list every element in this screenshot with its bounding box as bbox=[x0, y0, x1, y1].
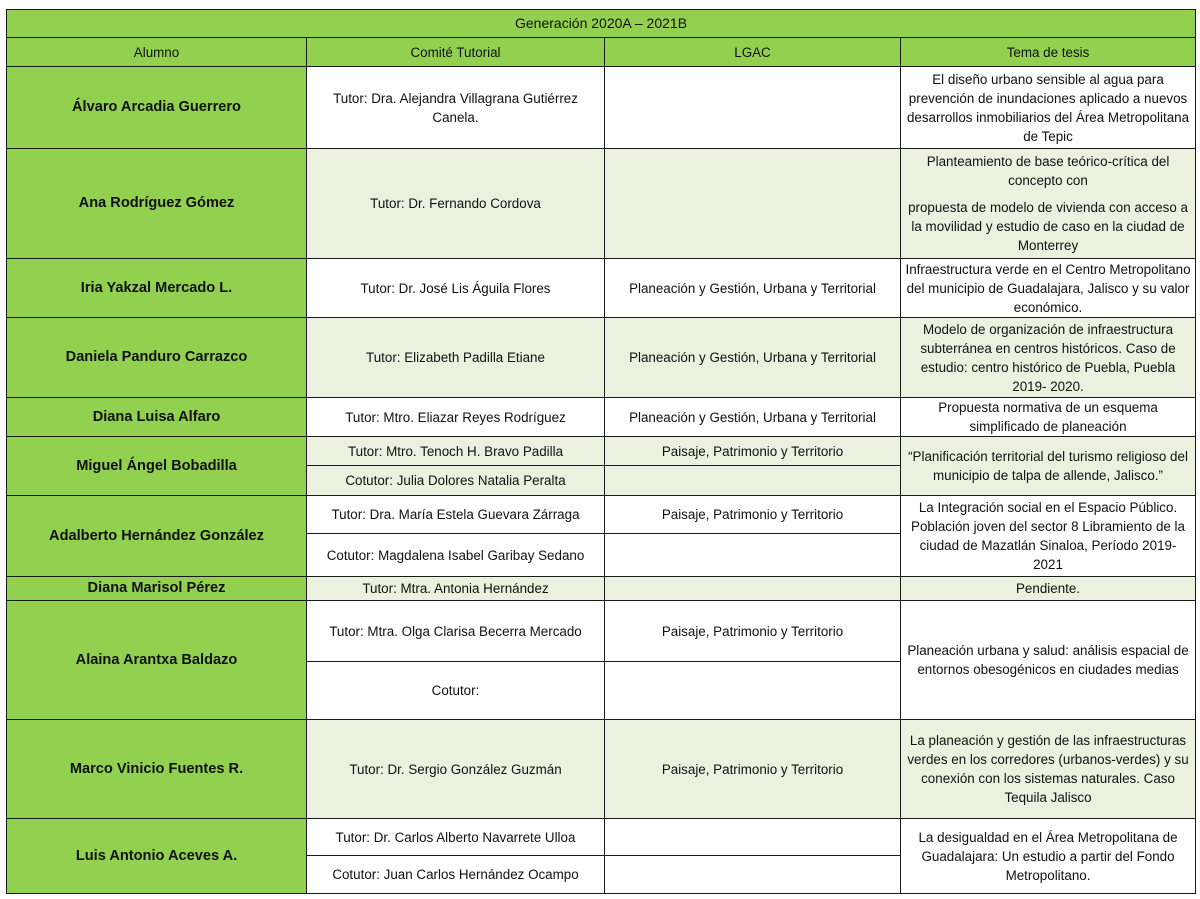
table-row bbox=[7, 149, 1196, 259]
tema-cell: Pendiente. bbox=[901, 577, 1196, 601]
table-row bbox=[7, 437, 1196, 466]
student-name: Marco Vinicio Fuentes R. bbox=[7, 720, 307, 819]
committee-cell: Cotutor: Juan Carlos Hernández Ocampo bbox=[307, 856, 605, 894]
lgac-cell bbox=[605, 577, 901, 601]
tema-cell: Planeación urbana y salud: análisis espacial de entornos obesogénicos en ciudades medias bbox=[901, 601, 1196, 720]
table-row bbox=[7, 318, 1196, 398]
tema-line-2: propuesta de modelo de vivienda con acceso a la movilidad y estudio de caso en la ciudad de Monterrey bbox=[908, 200, 1188, 253]
tema-line-1: Planteamiento de base teórico-crítica del concepto con bbox=[926, 154, 1170, 188]
student-name: Diana Marisol Pérez bbox=[7, 577, 307, 601]
table-row bbox=[7, 259, 1196, 318]
committee-cell: Tutor: Mtro. Tenoch H. Bravo Padilla bbox=[307, 437, 605, 466]
committee-cell: Tutor: Dr. José Lis Águila Flores bbox=[307, 259, 605, 318]
lgac-cell: Paisaje, Patrimonio y Territorio bbox=[605, 601, 901, 662]
header-alumno: Alumno bbox=[7, 38, 307, 67]
lgac-cell bbox=[605, 819, 901, 856]
lgac-cell: Planeación y Gestión, Urbana y Territorial bbox=[605, 318, 901, 398]
lgac-cell: Paisaje, Patrimonio y Territorio bbox=[605, 720, 901, 819]
table-row bbox=[7, 398, 1196, 437]
lgac-cell bbox=[605, 856, 901, 894]
student-name: Daniela Panduro Carrazco bbox=[7, 318, 307, 398]
lgac-cell bbox=[605, 466, 901, 496]
lgac-cell: Planeación y Gestión, Urbana y Territorial bbox=[605, 398, 901, 437]
table-row bbox=[7, 577, 1196, 601]
committee-cell: Cotutor: bbox=[307, 662, 605, 720]
tema-cell: La desigualdad en el Área Metropolitana de Guadalajara: Un estudio a partir del Fondo Metropolitano. bbox=[901, 819, 1196, 894]
tema-cell bbox=[901, 149, 1196, 259]
committee-cell: Tutor: Mtra. Olga Clarisa Becerra Mercado bbox=[307, 601, 605, 662]
tema-cell: El diseño urbano sensible al agua para prevención de inundaciones aplicado a nuevos desarrollos inmobiliarios del Área Metropolitana de Tepic bbox=[901, 67, 1196, 149]
committee-cell: Tutor: Elizabeth Padilla Etiane bbox=[307, 318, 605, 398]
lgac-cell: Planeación y Gestión, Urbana y Territorial bbox=[605, 259, 901, 318]
table-row bbox=[7, 601, 1196, 662]
tema-cell: Modelo de organización de infraestructura subterránea en centros históricos. Caso de estudio: centro histórico de Puebla, Puebla 2019- 2020. bbox=[901, 318, 1196, 398]
tema-cell: La planeación y gestión de las infraestructuras verdes en los corredores (urbanos-verdes) y su conexión con los sistemas naturales. Caso Tequila Jalisco bbox=[901, 720, 1196, 819]
student-name: Adalberto Hernández González bbox=[7, 496, 307, 577]
committee-cell: Tutor: Dr. Fernando Cordova bbox=[307, 149, 605, 259]
tema-cell: Infraestructura verde en el Centro Metropolitano del municipio de Guadalajara, Jalisco y su valor económico. bbox=[901, 259, 1196, 318]
student-name: Ana Rodríguez Gómez bbox=[7, 149, 307, 259]
header-tema-de-tesis: Tema de tesis bbox=[901, 38, 1196, 67]
table-row bbox=[7, 819, 1196, 856]
committee-cell: Tutor: Dra. María Estela Guevara Zárraga bbox=[307, 496, 605, 534]
student-name: Diana Luisa Alfaro bbox=[7, 398, 307, 437]
committee-cell: Tutor: Dr. Sergio González Guzmán bbox=[307, 720, 605, 819]
table-row bbox=[7, 496, 1196, 534]
lgac-cell: Paisaje, Patrimonio y Territorio bbox=[605, 437, 901, 466]
committee-cell: Tutor: Mtro. Eliazar Reyes Rodríguez bbox=[307, 398, 605, 437]
student-name: Luis Antonio Aceves A. bbox=[7, 819, 307, 894]
committee-cell: Tutor: Mtra. Antonia Hernández bbox=[307, 577, 605, 601]
student-name: Miguel Ángel Bobadilla bbox=[7, 437, 307, 496]
header-comite-tutorial: Comité Tutorial bbox=[307, 38, 605, 67]
lgac-cell bbox=[605, 534, 901, 577]
committee-cell: Tutor: Dra. Alejandra Villagrana Gutiérrez Canela. bbox=[307, 67, 605, 149]
student-name: Iria Yakzal Mercado L. bbox=[7, 259, 307, 318]
committee-cell: Cotutor: Julia Dolores Natalia Peralta bbox=[307, 466, 605, 496]
tema-cell: La Integración social en el Espacio Público. Población joven del sector 8 Libramiento de la ciudad de Mazatlán Sinaloa, Período 2019-2021 bbox=[901, 496, 1196, 577]
header-lgac: LGAC bbox=[605, 38, 901, 67]
committee-cell: Cotutor: Magdalena Isabel Garibay Sedano bbox=[307, 534, 605, 577]
table-title: Generación 2020A – 2021B bbox=[7, 10, 1196, 38]
table-row bbox=[7, 720, 1196, 819]
generation-table bbox=[6, 9, 1196, 894]
lgac-cell bbox=[605, 67, 901, 149]
student-name: Alaina Arantxa Baldazo bbox=[7, 601, 307, 720]
table-row bbox=[7, 67, 1196, 149]
student-name: Álvaro Arcadia Guerrero bbox=[7, 67, 307, 149]
lgac-cell bbox=[605, 149, 901, 259]
committee-cell: Tutor: Dr. Carlos Alberto Navarrete Ulloa bbox=[307, 819, 605, 856]
tema-cell: Propuesta normativa de un esquema simplificado de planeación bbox=[901, 398, 1196, 437]
lgac-cell bbox=[605, 662, 901, 720]
lgac-cell: Paisaje, Patrimonio y Territorio bbox=[605, 496, 901, 534]
tema-cell: “Planificación territorial del turismo religioso del municipio de talpa de allende, Jalisco.” bbox=[901, 437, 1196, 496]
